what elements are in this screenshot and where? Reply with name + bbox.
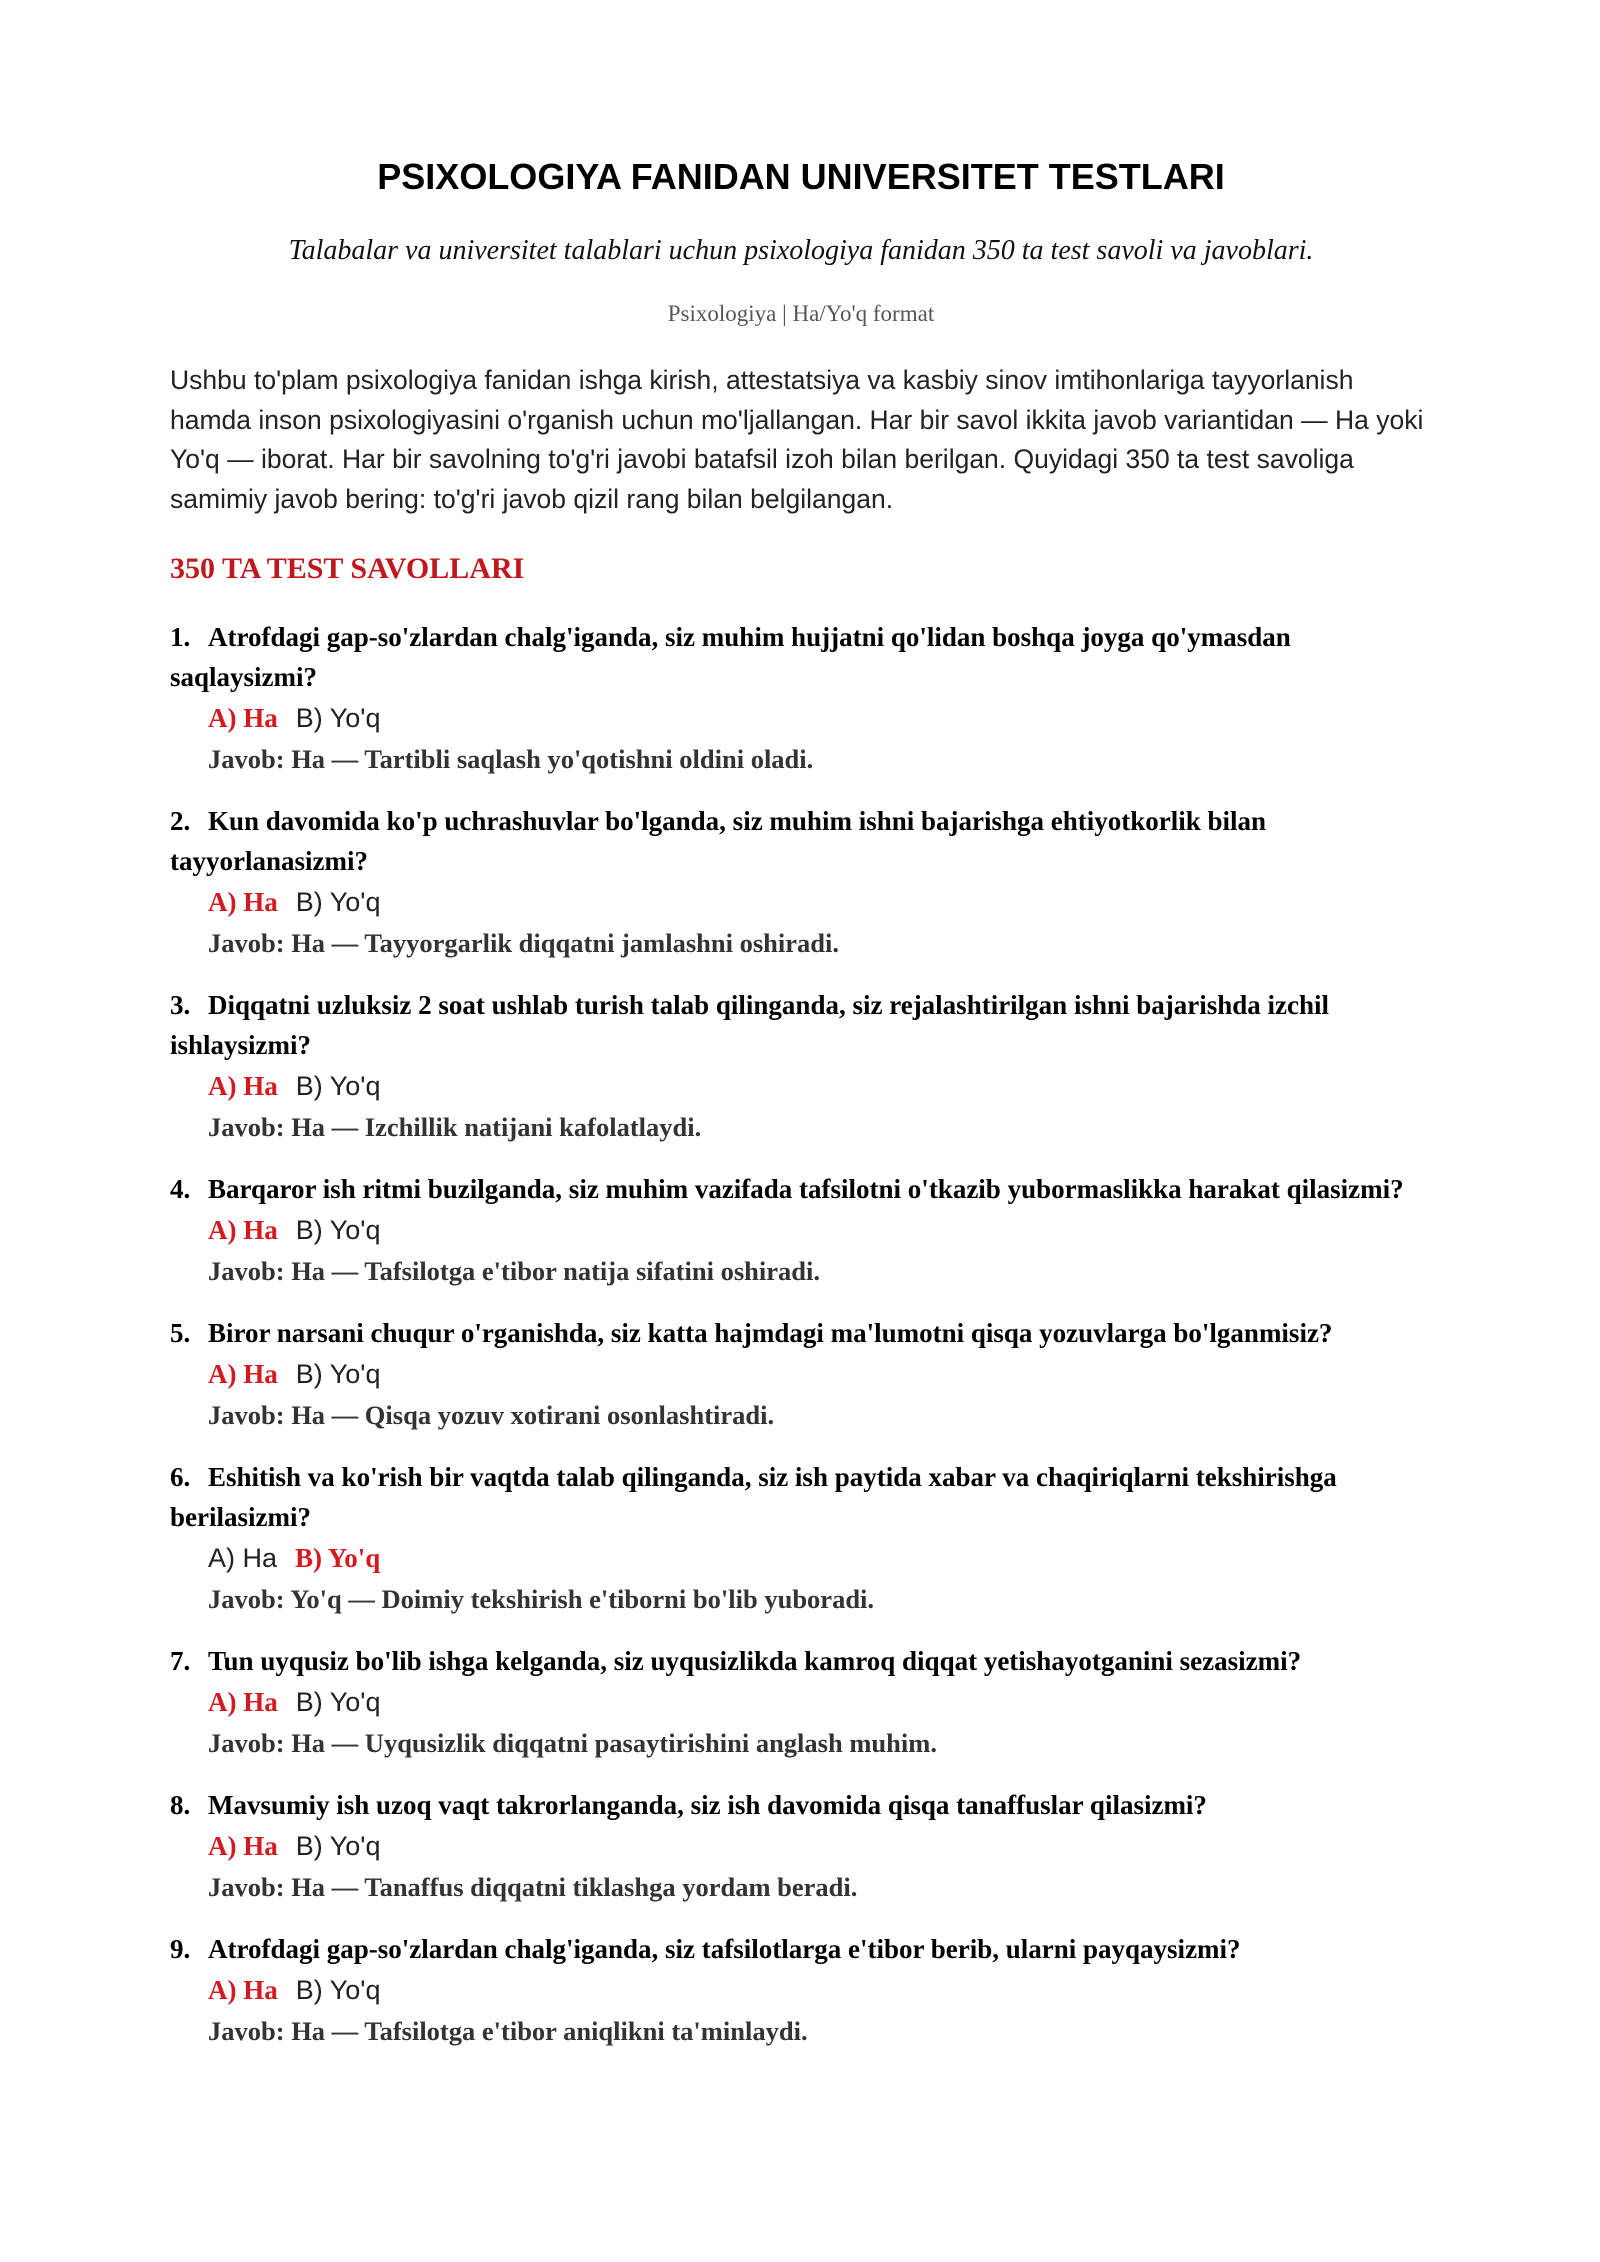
question-item	[170, 985, 1432, 1147]
question-label: Tun uyqusiz bo'lib ishga kelganda, siz uyqusizlikda kamroq diqqat yetishayotganini sezasizmi?	[208, 1646, 1302, 1676]
question-number: 8.	[170, 1790, 191, 1820]
option-a[interactable]: A) Ha	[208, 1359, 278, 1389]
answer-options	[208, 1537, 1432, 1579]
option-b[interactable]: B) Yo'q	[295, 1687, 381, 1717]
question-list	[170, 617, 1432, 2051]
section-heading: 350 TA TEST SAVOLLARI	[170, 552, 525, 585]
question-item	[170, 1785, 1432, 1907]
question-text	[170, 1457, 1432, 1537]
answer-explanation: Javob: Ha — Tafsilotga e'tibor aniqlikni ta'minlaydi.	[208, 2016, 808, 2046]
option-a[interactable]: A) Ha	[208, 1975, 278, 2005]
question-text	[170, 1929, 1432, 1969]
answer-options	[208, 1065, 1432, 1107]
page-subtitle: Talabalar va universitet talablari uchun psixologiya fanidan 350 ta test savoli va javoblari.	[288, 235, 1314, 266]
option-a[interactable]: A) Ha	[208, 1071, 278, 1101]
question-label: Atrofdagi gap-so'zlardan chalg'iganda, siz tafsilotlarga e'tibor berib, ularni payqaysizmi?	[208, 1934, 1241, 1964]
question-label: Atrofdagi gap-so'zlardan chalg'iganda, siz muhim hujjatni qo'lidan boshqa joyga qo'ymasdan saqlaysizmi?	[170, 622, 1291, 692]
option-b[interactable]: B) Yo'q	[295, 1071, 381, 1101]
question-label: Kun davomida ko'p uchrashuvlar bo'lganda, siz muhim ishni bajarishga ehtiyotkorlik bilan tayyorlanasizmi?	[170, 806, 1267, 876]
option-a[interactable]: A) Ha	[208, 1543, 278, 1573]
question-text	[170, 801, 1432, 881]
answer-options	[208, 1353, 1432, 1395]
question-item	[170, 617, 1432, 779]
question-number: 4.	[170, 1174, 191, 1204]
question-item	[170, 1313, 1432, 1435]
answer-explanation: Javob: Ha — Tanaffus diqqatni tiklashga yordam beradi.	[208, 1872, 858, 1902]
question-label: Eshitish va ko'rish bir vaqtda talab qilinganda, siz ish paytida xabar va chaqiriqlarni tekshirishga berilasizmi?	[170, 1462, 1337, 1532]
answer-options	[208, 697, 1432, 739]
question-number: 7.	[170, 1646, 191, 1676]
option-a[interactable]: A) Ha	[208, 703, 278, 733]
answer-explanation: Javob: Yo'q — Doimiy tekshirish e'tiborni bo'lib yuboradi.	[208, 1584, 875, 1614]
question-label: Barqaror ish ritmi buzilganda, siz muhim vazifada tafsilotni o'tkazib yubormaslikka harakat qilasizmi?	[208, 1174, 1404, 1204]
answer-explanation: Javob: Ha — Izchillik natijani kafolatlaydi.	[208, 1112, 702, 1142]
intro-paragraph: Ushbu to'plam psixologiya fanidan ishga kirish, attestatsiya va kasbiy sinov imtihonlariga tayyorlanish hamda inson psixologiyasini o'rganish uchun mo'ljallangan. Har bir savol ikkita javob variantidan — Ha yoki Yo'q — iborat. Har bir savolning to'g'ri javobi batafsil izoh bilan berilgan. Quyidagi 350 ta test savoliga samimiy javob bering: to'g'ri javob qizil rang bilan belgilangan.	[170, 365, 1424, 514]
question-label: Biror narsani chuqur o'rganishda, siz katta hajmdagi ma'lumotni qisqa yozuvlarga bo'lganmisiz?	[208, 1318, 1333, 1348]
question-number: 1.	[170, 622, 191, 652]
option-b[interactable]: B) Yo'q	[295, 1543, 381, 1573]
answer-explanation: Javob: Ha — Tayyorgarlik diqqatni jamlashni oshiradi.	[208, 928, 839, 958]
option-b[interactable]: B) Yo'q	[295, 1215, 381, 1245]
question-number: 5.	[170, 1318, 191, 1348]
answer-explanation: Javob: Ha — Uyqusizlik diqqatni pasaytirishini anglash muhim.	[208, 1728, 937, 1758]
answer-options	[208, 1681, 1432, 1723]
answer-options	[208, 1209, 1432, 1251]
page-meta: Psixologiya | Ha/Yo'q format	[667, 301, 935, 326]
option-b[interactable]: B) Yo'q	[295, 1975, 381, 2005]
question-text	[170, 617, 1432, 697]
option-a[interactable]: A) Ha	[208, 1831, 278, 1861]
question-item	[170, 1929, 1432, 2051]
page-title: PSIXOLOGIYA FANIDAN UNIVERSITET TESTLARI	[377, 156, 1225, 197]
question-text	[170, 1785, 1432, 1825]
answer-options	[208, 1825, 1432, 1867]
question-text	[170, 1641, 1432, 1681]
question-text	[170, 985, 1432, 1065]
question-text	[170, 1313, 1432, 1353]
option-b[interactable]: B) Yo'q	[295, 887, 381, 917]
question-item	[170, 1641, 1432, 1763]
answer-options	[208, 881, 1432, 923]
answer-explanation: Javob: Ha — Tartibli saqlash yo'qotishni oldini oladi.	[208, 744, 814, 774]
document-page	[170, 0, 1432, 2073]
answer-explanation: Javob: Ha — Qisqa yozuv xotirani osonlashtiradi.	[208, 1400, 775, 1430]
question-number: 6.	[170, 1462, 191, 1492]
question-item	[170, 801, 1432, 963]
question-number: 2.	[170, 806, 191, 836]
question-item	[170, 1169, 1432, 1291]
question-label: Diqqatni uzluksiz 2 soat ushlab turish talab qilinganda, siz rejalashtirilgan ishni bajarishda izchil ishlaysizmi?	[170, 990, 1330, 1060]
question-item	[170, 1457, 1432, 1619]
question-number: 9.	[170, 1934, 191, 1964]
option-a[interactable]: A) Ha	[208, 1215, 278, 1245]
option-a[interactable]: A) Ha	[208, 887, 278, 917]
question-label: Mavsumiy ish uzoq vaqt takrorlanganda, siz ish davomida qisqa tanaffuslar qilasizmi?	[208, 1790, 1207, 1820]
question-number: 3.	[170, 990, 191, 1020]
answer-options	[208, 1969, 1432, 2011]
option-b[interactable]: B) Yo'q	[295, 1831, 381, 1861]
option-b[interactable]: B) Yo'q	[295, 1359, 381, 1389]
question-text	[170, 1169, 1432, 1209]
option-a[interactable]: A) Ha	[208, 1687, 278, 1717]
option-b[interactable]: B) Yo'q	[295, 703, 381, 733]
answer-explanation: Javob: Ha — Tafsilotga e'tibor natija sifatini oshiradi.	[208, 1256, 821, 1286]
